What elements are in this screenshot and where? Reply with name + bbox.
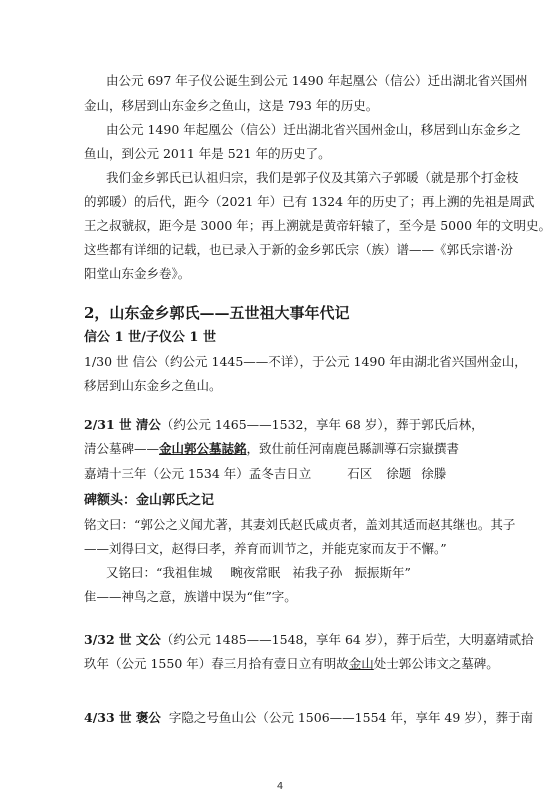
- paragraph-3-line-4: 这些都有详细的记载，也已录入于新的金乡郭氏宗（族）谱——《郭氏宗谱·汾: [84, 242, 513, 257]
- gen-2-verse-4: 振振斯年”: [354, 565, 411, 580]
- paragraph-3-line-1: 我们金乡郭氏已认祖归宗，我们是郭子仪及其第六子郭暖（就是那个打金枝: [106, 170, 519, 185]
- gen-2-signer-1: 石区: [347, 466, 373, 481]
- paragraph-3-line-3: 王之叔虢叔，距今是 3000 年；再上溯就是黄帝轩辕了，至今是 5000 年的文明史。: [84, 218, 552, 233]
- gen-2-line-1: [84, 417, 484, 433]
- gen-2-line-3: [84, 466, 446, 482]
- gen-2-stele-prefix: 清公墓碑——: [84, 441, 160, 456]
- gen-1-line-2: 移居到山东金乡之鱼山。: [84, 378, 222, 393]
- gen-2-label: 2/31 世 清公: [84, 417, 161, 432]
- gen-3-stele-b: 处士郭公讳文之墓碑。: [373, 656, 499, 671]
- gen-2-date-erected: 嘉靖十三年（公元 1534 年）孟冬吉日立: [84, 466, 312, 481]
- paragraph-1-line-1: 由公元 697 年子仪公诞生到公元 1490 年起凰公（信公）迁出湖北省兴国州: [106, 73, 528, 88]
- gen-2-inscription-3: [106, 565, 411, 581]
- gen-4-line-1: [84, 710, 533, 726]
- gen-4-label: 4/33 世 褒公: [84, 710, 161, 725]
- gen-2-signer-3: 徐滕: [421, 466, 447, 481]
- gen-1-line-1: 1/30 世 信公（约公元 1445——不详），于公元 1490 年由湖北省兴国州金山，: [84, 354, 527, 369]
- gen-1-title: 信公 1 世/子仪公 1 世: [84, 330, 216, 345]
- gen-3-place: 金山: [348, 656, 374, 671]
- section-heading: 2，山东金乡郭氏——五世祖大事年代记: [84, 304, 350, 322]
- paragraph-1-line-2: 金山，移居到山东金乡之鱼山，这是 793 年的历史。: [84, 98, 379, 113]
- gen-3-line-2: [84, 656, 499, 672]
- gen-2-inscription-1: 铭文曰：“郭公之义闻尤著，其妻刘氏赵氏咸贞者，盖刘其适而赵其继也。其子: [84, 517, 516, 532]
- gen-2-note: 隹——神鸟之意，族谱中误为“隹”字。: [84, 589, 297, 604]
- gen-3-dates: （约公元 1485——1548，享年 64 岁），葬于后茔，大明嘉靖贰拾: [160, 632, 534, 647]
- gen-2-verse-3: 祐我子孙: [292, 565, 343, 580]
- gen-2-stele-author: ，致仕前任河南鹿邑縣訓導石宗嶽撰書: [246, 441, 460, 456]
- gen-2-dates: （约公元 1465——1532，享年 68 岁），葬于郭氏后林，: [160, 417, 484, 432]
- paragraph-2-line-1: 由公元 1490 年起凰公（信公）迁出湖北省兴国州金山，移居到山东金乡之: [106, 122, 521, 137]
- gen-2-line-2: [84, 441, 459, 457]
- gen-2-signer-2: 徐题: [386, 466, 412, 481]
- gen-2-inscription-2: ——刘得曰文，赵得曰孝，养育而训节之，并能克家而友于不懈。”: [84, 541, 447, 556]
- paragraph-2-line-2: 鱼山，到公元 2011 年是 521 年的历史了。: [84, 146, 331, 161]
- gen-4-dates: 字隐之号鱼山公（公元 1506——1554 年，享年 49 岁），葬于南: [168, 710, 534, 725]
- gen-2-verse-2: 畹夜常眠: [230, 565, 281, 580]
- gen-3-stele-a: 玖年（公元 1550 年）春三月拾有壹日立有明故: [84, 656, 349, 671]
- paragraph-3-line-2: 的郭暖）的后代，距今（2021 年）已有 1324 年的历史了；再上溯的先祖是周武: [84, 194, 535, 209]
- gen-2-verse-1: 又铭曰：“我祖隹城: [106, 565, 213, 580]
- gen-2-stele-title: 碑额头：金山郭氏之记: [84, 493, 215, 508]
- gen-3-label: 3/32 世 文公: [84, 632, 161, 647]
- gen-2-stele-name: 金山郭公墓誌銘: [159, 441, 247, 456]
- page-number: 4: [276, 781, 284, 792]
- paragraph-3-line-5: 阳堂山东金乡卷》。: [84, 266, 191, 281]
- gen-3-line-1: [84, 632, 534, 648]
